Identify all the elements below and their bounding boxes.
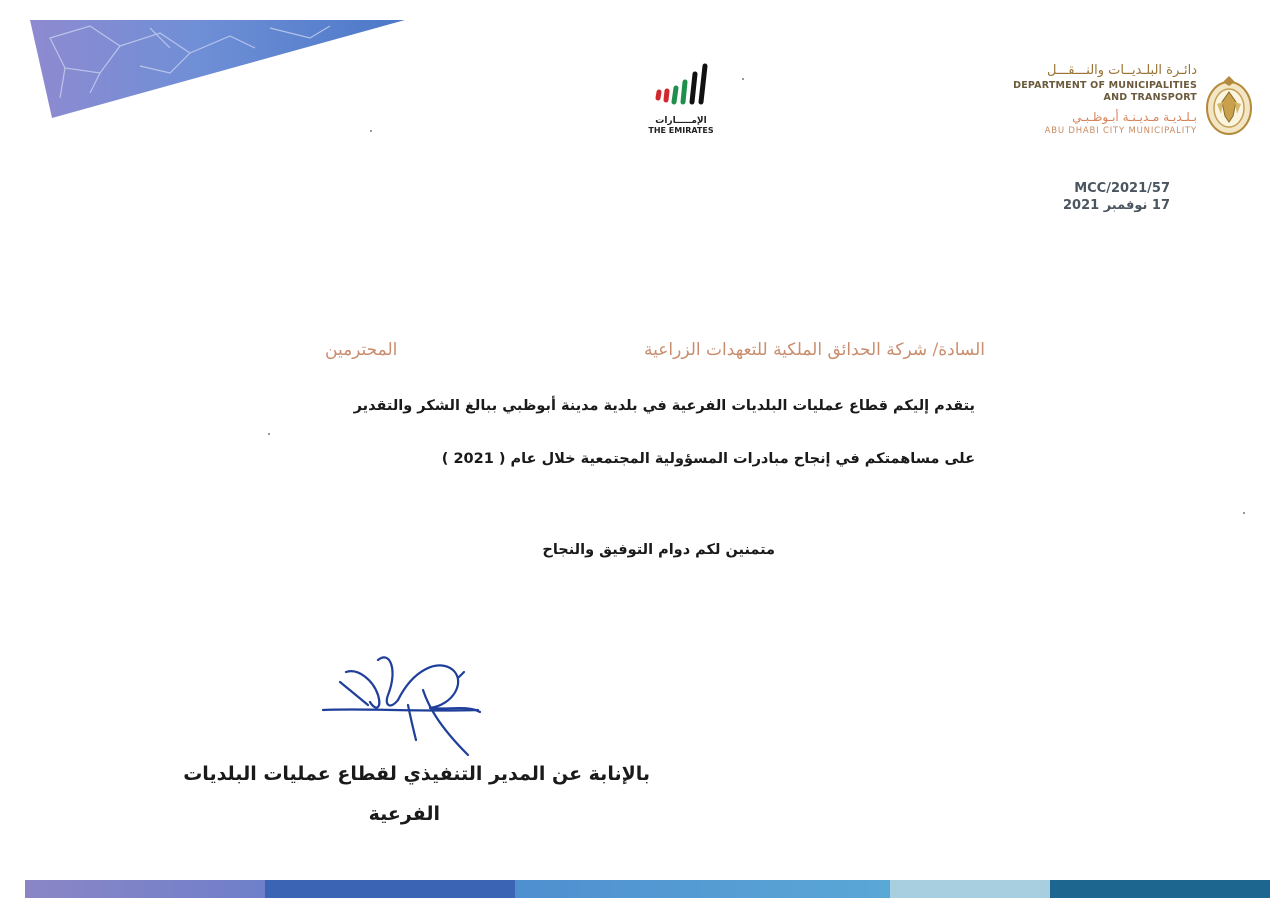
sign-off-line-1: بالإنابة عن المدير التنفيذي لقطاع عمليات البلديات	[183, 763, 650, 785]
abu-dhabi-falcon-crest-icon	[1203, 72, 1255, 138]
reference-number: MCC/2021/57	[1074, 181, 1170, 196]
addressee-name: السادة/ شركة الحدائق الملكية للتعهدات الزراعية	[644, 340, 985, 360]
scan-speck	[1243, 512, 1245, 514]
body-line-1: يتقدم إليكم قطاع عمليات البلديات الفرعية في بلدية مدينة أبوظبي ببالغ الشكر والتقدير	[353, 398, 975, 414]
handwritten-signature	[318, 650, 488, 765]
reference-block	[1030, 180, 1170, 214]
emirates-logo	[636, 58, 726, 153]
department-name-english-2: AND TRANSPORT	[1103, 92, 1197, 103]
addressee-honorific: المحترمين	[325, 340, 398, 360]
scan-speck	[268, 433, 270, 435]
corner-banner-graphic	[30, 18, 410, 118]
department-name-arabic: دائـرة البلـديــات والنـــقـــل	[1047, 63, 1197, 78]
bottom-color-strip	[25, 880, 1270, 898]
municipality-name-arabic: بـلـديـة مـديـنـة أبـوظـبـي	[1072, 110, 1197, 124]
sign-off-line-2: الفرعية	[368, 803, 440, 825]
emirates-logo-arabic: الإمـــــارات	[655, 116, 707, 126]
scan-speck	[370, 130, 372, 132]
emirates-stripes-logo-icon	[646, 58, 716, 114]
letter-date: 17 نوفمبر 2021	[1063, 198, 1170, 213]
department-logo-block	[995, 62, 1255, 152]
municipality-name-english: ABU DHABI CITY MUNICIPALITY	[1044, 126, 1197, 136]
addressee-line	[325, 340, 985, 360]
body-line-2: على مساهمتكم في إنجاح مبادرات المسؤولية المجتمعية خلال عام ( 2021 )	[441, 451, 975, 467]
closing-line: متمنين لكم دوام التوفيق والنجاح	[542, 542, 775, 558]
department-name-english-1: DEPARTMENT OF MUNICIPALITIES	[1013, 80, 1197, 91]
emirates-logo-english: THE EMIRATES	[648, 126, 714, 135]
scan-speck	[742, 78, 744, 80]
